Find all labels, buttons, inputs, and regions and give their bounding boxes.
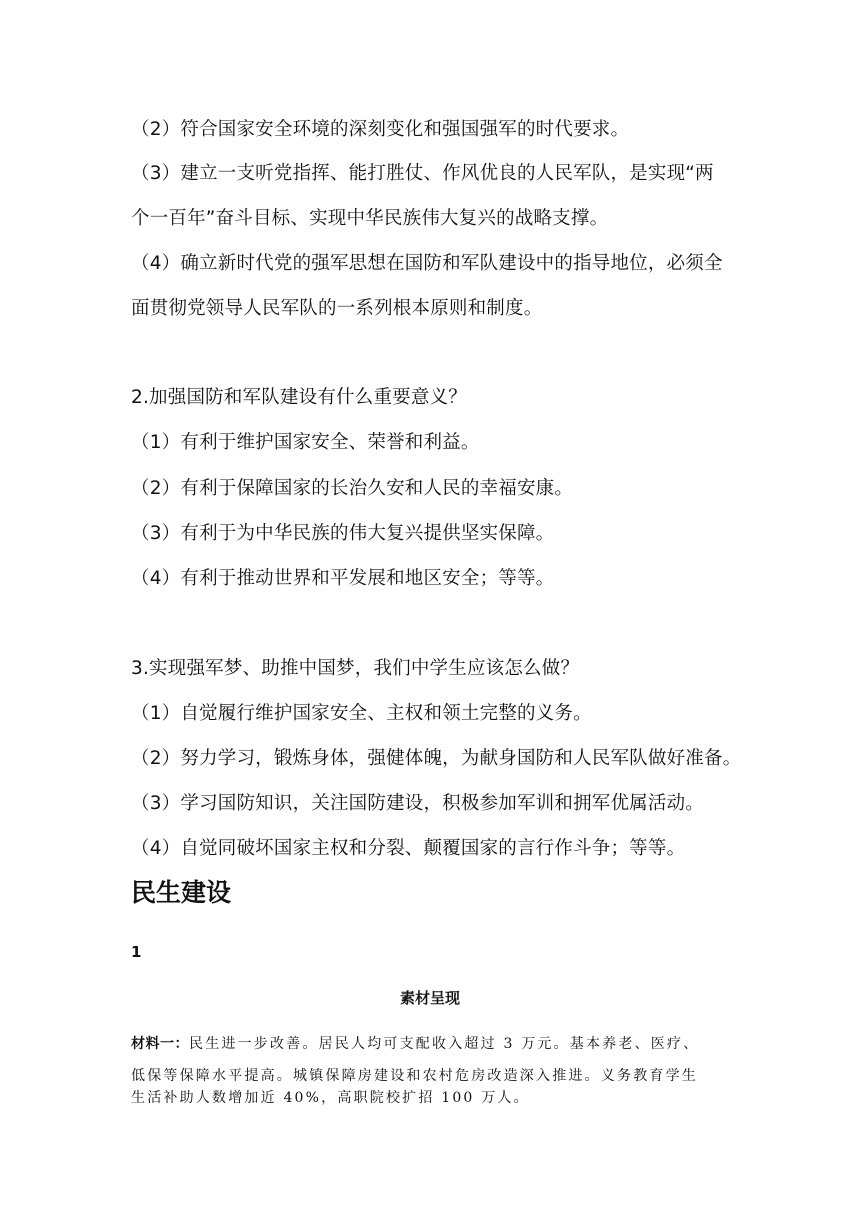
question-2-answer-2: （2）有利于保障国家的长治久安和人民的幸福安康。 bbox=[131, 478, 574, 499]
material-title: 素材呈现 bbox=[399, 989, 460, 1007]
material-line-3: 生活补助人数增加近 40%，高职院校扩招 100 万人。 bbox=[131, 1090, 530, 1106]
material-line-2: 低保等保障水平提高。城镇保障房建设和农村危房改造深入推进。义务教育学生 bbox=[131, 1068, 698, 1084]
point-4-line-1: （4）确立新时代党的强军思想在国防和军队建设中的指导地位，必须全 bbox=[131, 253, 723, 274]
question-3-answer-4: （4）自觉同破坏国家主权和分裂、颠覆国家的言行作斗争；等等。 bbox=[131, 838, 686, 859]
item-number: 1 bbox=[131, 943, 142, 961]
point-3-line-1: （3）建立一支听党指挥、能打胜仗、作风优良的人民军队，是实现“两 bbox=[131, 163, 714, 184]
question-2-title: 2.加强国防和军队建设有什么重要意义？ bbox=[131, 387, 467, 408]
question-2-answer-4: （4）有利于推动世界和平发展和地区安全；等等。 bbox=[131, 568, 555, 589]
question-3-answer-1: （1）自觉履行维护国家安全、主权和领土完整的义务。 bbox=[131, 703, 592, 724]
material-label: 材料一： bbox=[131, 1036, 189, 1052]
question-3-answer-2: （2）努力学习，锻炼身体，强健体魄，为献身国防和人民军队做好准备。 bbox=[131, 748, 742, 769]
question-2-answer-3: （3）有利于为中华民族的伟大复兴提供坚实保障。 bbox=[131, 523, 555, 544]
question-3-answer-3: （3）学习国防知识，关注国防建设，积极参加军训和拥军优属活动。 bbox=[131, 793, 704, 814]
material-line-1 bbox=[131, 1034, 699, 1054]
material-text-1: 民生进一步改善。居民人均可支配收入超过 3 万元。基本养老、医疗、 bbox=[189, 1036, 700, 1052]
section-heading-livelihood: 民生建设 bbox=[131, 878, 232, 907]
point-2-line: （2）符合国家安全环境的深刻变化和强国强军的时代要求。 bbox=[131, 119, 630, 140]
question-3-title: 3.实现强军梦、助推中国梦，我们中学生应该怎么做？ bbox=[131, 658, 580, 679]
question-2-answer-1: （1）有利于维护国家安全、荣誉和利益。 bbox=[131, 432, 480, 453]
point-4-line-2: 面贯彻党领导人民军队的一系列根本原则和制度。 bbox=[131, 298, 543, 319]
point-3-line-2: 个一百年”奋斗目标、实现中华民族伟大复兴的战略支撑。 bbox=[131, 208, 609, 229]
